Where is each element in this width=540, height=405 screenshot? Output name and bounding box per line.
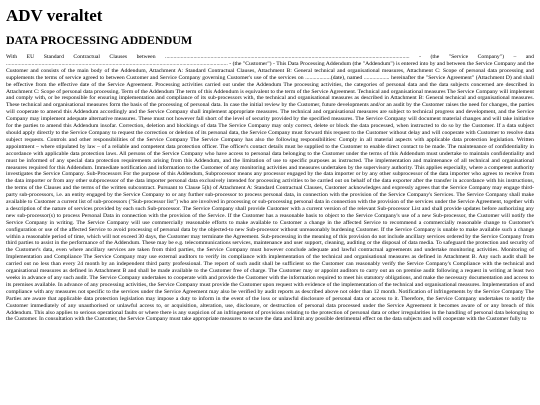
- body-paragraph: With EU Standard Contractual Clauses between ............................................................................................................................................................................ - (the "Service Company") – and ............................................................................................................................................................ - (the "Customer") - This Data Processing Addendum (the "Addendum") is entered into by and between the Service Company and the Customer and consists of the main body of the Addendum, Attachment A: Standard Contractual Clauses, Attachment B: General technical and organisational measures, Attachment C: Scope of personal data processing and supplements the terms of service agreed to between Customer and Service Company governing Customer's use of the services on ..................(date), named .................. hereinafter the "Service Agreement" (Attachment D) and shall be effective from the effective date of the Service Agreement. Processing activities carried out under the Addendum The processing activities, the categories of personal data and the data subjects concerned are described in Attachment C: Scope of personal data processing. Term of the Addendum The term of this Addendum is equivalent to the term of the Service Agreement. Technical and organisational measures The Service Company will implement and comply with, or be responsible for ensuring implementation and compliance of its sub-processors with, the technical and organisational measures as described in Attachment B: General technical and organisational measures. These technical and organisational measures form the basis of the processing of personal data. In case the initial review by the Customer, future developments and/or an audit by the Customer raises the need for changes, the parties will cooperate to amend this Addendum accordingly and the Service Company shall implement appropriate measures. The technical and organisational measures are subject to technical progress and development, and the Service Company may implement adequate alternative measures. These must not however fall short of the level of security provided by the specified measures. The Service Company will document material changes and will take initiative for the parties to amend this Addendum insofar. Correction, deletion and blockings of data The Service Company may only correct, delete or block the data processed, when instructed to do so by the Customer. If a data subject should apply directly to the Service Company to request the correction or deletion of its personal data, the Service Company must forward this request to the Customer without delay and will cooperate with Customer to resolve data subject requests. Controls and other responsibilities of the Service Company The Service Company has also the following responsibilities: Comply in all material aspects with applicable data protection legislation. Written appointment – where stipulated by law – of a reliable and competent data protection officer. The officer's contact details must be supplied to the Customer to enable direct contact to be made. The maintenance of confidentiality in accordance with applicable data protection laws. All persons of the Service Company who have access to personal data belonging to the Customer under the terms of this Addendum must undertake to maintain confidentiality and must be informed of any special data protection requirements arising from this Addendum, and the limitation of use to specific purposes as instructed. The implementation and maintenance of all technical and organisational measures required for this Addendum. Immediate notification and information to the Customer of any monitoring activities and measures undertaken by the supervisory authority. This applies especially, where a competent authority investigates the Service Company. Sub-Processors For the purpose of this Addendum, Subprocessor means any processor engaged by the data importer or by any other subprocessor of the data importer who agrees to receive from the data importer or from any other subprocessor of the data importer personal data exclusively intended for processing activities to be carried out on behalf of the data exporter after the transfer in accordance with his instructions, the terms of the Clauses and the terms of the written subcontract. Pursuant to Clause 5(h) of Attachment A: Standard Contractual Clauses, Customer acknowledges and expressly agrees that the Service Company may engage third-party sub-processors, i.e. an entity engaged by the Service Company to or any further sub-processor to process personal data, in connection with the provision of the Service Company's Services. The Service Company shall make available to Customer a current list of sub-processors ("Sub-processor list") who are involved in processing or sub-processing personal data in connection with the provision of the services under the Service Agreement, together with a description of the nature of services provided by each such Sub-processor. The Service Company shall provide Customer with a current version of the relevant Sub-processor List and shall provide updates before authorizing any new sub-processor(s) to process Personal Data in connection with the provision of the Service. If the Customer has a reasonable basis to object to the Service Company's use of a new Sub-processor, the Customer will notify the Service Company in writing. The Service Company will use commercially reasonable efforts to make available to Customer a change in the affected Service to recommend a commercially reasonable change to Customer's configuration or use of the affected Service to avoid processing of personal data by the objected-to new Sub-processor without unreasonably burdening Customer. If the Service Company is unable to make available such a change within a reasonable period of time, which will not exceed 30 days, the Customer may terminate the Agreement. Sub-processing in the meaning of this provision do not include ancillary services ordered by the Service Company from third parties to assist in the performance of the Addendum. These may be e.g. telecommunications services, maintenance and user support, cleaning, auditing or the disposal of data media. To safeguard the protection and security of the Customer's data, even where ancillary services are taken from third parties, the Service Company must however conclude adequate and lawful contractual agreements and undertake monitoring activities. Monitoring of Implementation and Compliance The Service Company may use external auditors to verify its compliance with implementation of the technical and organisational measures as defined in Attachment B. Any such audit shall be carried out no less than every 24 month by an independent third party professional. The report of such audit shall be sufficient so the Customer can reasonably verify the Service Company's Compliance with the technical and organisational measures as defined in Attachment B and shall be made available to the Customer free of charge. The Customer may or appoint auditors to carry out an on premise audit following a request in writing at least two weeks in advance of any such audit. The Service Company undertakes to cooperate with and provide the Customer with the information required to meet his statutory obligations, and make the necessary documentation and access to its premises available. In advance of any processing activities, the Service Company must provide the Customer upon request with evidence of the implementation of the technical and organisational measures. Implementation of and compliance with any measures not specific to the services under the Service Agreement may also be verified by audit reports as described above not older than 12 month. Notification of infringements by the Service Company The Parties are aware that applicable data protection legislation may impose a duty to inform in the event of the loss or unlawful disclosure of personal data or access to it. Therefore, the Service Company undertakes to notify the Customer immediately of any unauthorised or unlawful access to, or acquisition, alteration, use, disclosure, or destruction of personal data processed under the Service Agreement it becomes aware of or any breach of this Addendum. This also applies to serious operational faults or where there is any suspicion of an infringement of provisions relating to the protection of personal data or other irregularities in the handling of personal data belonging to the Customer. In consultation with the Customer, the Service Company must take appropriate measures to secure the data and limit any possible detrimental effect on the data subjects and will cooperate with the Customer fully to: [6, 54, 534, 323]
- page-heading: ADV veraltet: [6, 6, 103, 25]
- document-body: [6, 54, 534, 323]
- document-title: DATA PROCESSING ADDENDUM: [6, 33, 193, 47]
